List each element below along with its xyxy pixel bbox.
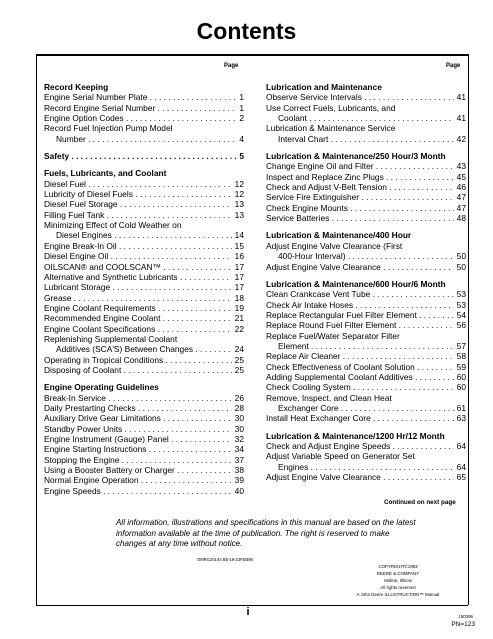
- toc-entry[interactable]: [266, 123, 466, 133]
- toc-entry-title: Check and Adjust V-Belt Tension . . .: [266, 182, 466, 192]
- section-gap: [266, 272, 466, 279]
- toc-entry[interactable]: [266, 403, 466, 413]
- toc-entry-title: Grease . . .: [44, 293, 244, 303]
- toc-entry-title: OILSCAN® and COOLSCAN™ . . .: [44, 262, 244, 272]
- toc-entry[interactable]: [44, 151, 244, 161]
- left-border: [36, 54, 37, 605]
- toc-entry-title: Replenishing Supplemental Coolant: [44, 333, 178, 344]
- toc-entry[interactable]: [266, 462, 466, 472]
- toc-entry[interactable]: [266, 362, 466, 372]
- toc-entry-title: Engine Instrument (Gauge) Panel . . .: [44, 434, 244, 444]
- toc-entry-title: 400-Hour Interval) . . .: [266, 251, 466, 261]
- toc-entry-page: 63: [454, 413, 466, 423]
- toc-entry-title: Minimizing Effect of Cold Weather on: [44, 220, 182, 231]
- toc-entry-title: Check Effectiveness of Coolant Solution . . .: [266, 362, 466, 372]
- toc-entry-page: 18: [232, 293, 244, 303]
- toc-entry-title: Adjust Engine Valve Clearance . . .: [266, 472, 466, 482]
- toc-entry-page: 47: [454, 203, 466, 213]
- toc-entry[interactable]: [44, 434, 244, 444]
- toc-entry-page: 40: [232, 486, 244, 496]
- toc-entry[interactable]: [44, 210, 244, 220]
- toc-entry[interactable]: [266, 451, 466, 461]
- toc-entry-title: Lubricant Storage . . .: [44, 282, 244, 292]
- toc-entry[interactable]: [266, 310, 466, 320]
- toc-entry-title: Check Engine Mounts . . .: [266, 203, 466, 213]
- toc-entry-page: 21: [232, 313, 244, 323]
- toc-entry-page: 64: [454, 441, 466, 451]
- toc-entry-title: Adjust Engine Valve Clearance (First: [266, 240, 403, 251]
- toc-entry[interactable]: [44, 230, 244, 240]
- toc-entry-page: 61: [454, 403, 466, 413]
- toc-entry[interactable]: [266, 113, 466, 123]
- toc-entry[interactable]: [266, 441, 466, 451]
- toc-entry-title: Replace Air Cleaner . . .: [266, 351, 466, 361]
- toc-entry[interactable]: [266, 172, 466, 182]
- toc-entry-title: Service Batteries . . .: [266, 213, 466, 223]
- toc-entry-page: 22: [232, 324, 244, 334]
- toc-entry-title: Check Air Intake Hoses . . .: [266, 300, 466, 310]
- toc-entry[interactable]: [266, 213, 466, 223]
- toc-entry[interactable]: [266, 372, 466, 382]
- toc-entry-page: 37: [232, 455, 244, 465]
- toc-section-heading: Lubrication and Maintenance: [266, 82, 382, 92]
- toc-entry-title: Clean Crankcase Vent Tube . . .: [266, 289, 466, 299]
- section-gap: [44, 161, 244, 168]
- toc-entry-title: Recommended Engine Coolant . . .: [44, 313, 244, 323]
- toc-entry-page: 34: [232, 444, 244, 454]
- toc-entry[interactable]: [44, 334, 244, 344]
- toc-entry-title: Normal Engine Operation . . .: [44, 475, 244, 485]
- toc-entry-title: Change Engine Oil and Filter . . .: [266, 161, 466, 171]
- toc-section-heading: Engine Operating Guidelines: [44, 382, 159, 393]
- toc-entry-title: Adding Supplemental Coolant Additives . . .: [266, 372, 466, 382]
- toc-entry-page: 1: [236, 92, 244, 102]
- toc-entry[interactable]: [44, 355, 244, 365]
- toc-entry-page: 59: [454, 362, 466, 372]
- toc-entry[interactable]: [44, 189, 244, 199]
- toc-entry-page: 4: [236, 134, 244, 144]
- toc-entry[interactable]: [266, 251, 466, 261]
- toc-entry-page: 32: [232, 434, 244, 444]
- copyright-line: COPYRIGHT©1993: [378, 564, 418, 569]
- toc-entry-page: 12: [232, 189, 244, 199]
- toc-entry-title: Using a Booster Battery or Charger . . .: [44, 465, 244, 475]
- toc-entry[interactable]: [266, 203, 466, 213]
- toc-entry-page: 13: [232, 210, 244, 220]
- toc-entry-title: Exchanger Core . . .: [266, 403, 466, 413]
- right-page-column-header: Page: [446, 63, 461, 69]
- toc-entry[interactable]: [266, 161, 466, 171]
- toc-entry-title: Operating in Tropical Conditions . . .: [44, 355, 244, 365]
- toc-entry[interactable]: [44, 365, 244, 375]
- copyright-block: [338, 563, 458, 598]
- toc-entry-page: 17: [232, 262, 244, 272]
- toc-entry[interactable]: [44, 313, 244, 323]
- section-gap: [266, 144, 466, 151]
- toc-section-heading: Record Keeping: [44, 82, 109, 92]
- toc-entry-page: 54: [454, 310, 466, 320]
- toc-entry[interactable]: [44, 455, 244, 465]
- toc-entry-title: Engine Break-In Oil . . .: [44, 241, 244, 251]
- toc-entry[interactable]: [44, 199, 244, 209]
- toc-entry-page: 46: [454, 182, 466, 192]
- toc-entry-title: Record Fuel Injection Pump Model: [44, 123, 173, 134]
- pn-code: PN=123: [451, 621, 475, 628]
- toc-entry-title: Engine Coolant Specifications . . .: [44, 324, 244, 334]
- section-gap: [266, 223, 466, 230]
- toc-entry-page: 47: [454, 192, 466, 202]
- toc-entry[interactable]: [266, 289, 466, 299]
- toc-entry[interactable]: [44, 123, 244, 133]
- toc-entry-title: Standby Power Units . . .: [44, 424, 244, 434]
- toc-entry-title: Lubrication & Maintenance Service: [266, 123, 396, 134]
- toc-entry-page: 16: [232, 251, 244, 261]
- toc-entry-page: 25: [232, 355, 244, 365]
- toc-entry-page: 41: [454, 92, 466, 102]
- toc-entry-page: 45: [454, 172, 466, 182]
- toc-entry-title: Diesel Fuel . . .: [44, 179, 244, 189]
- toc-right-column: [266, 82, 466, 482]
- toc-entry[interactable]: [266, 103, 466, 113]
- page-title: Contents: [196, 18, 297, 44]
- toc-entry[interactable]: [266, 300, 466, 310]
- toc-entry[interactable]: [44, 272, 244, 282]
- toc-entry[interactable]: [44, 113, 244, 123]
- toc-entry-title: Alternative and Synthetic Lubricants . . .: [44, 272, 244, 282]
- toc-entry[interactable]: [44, 220, 244, 230]
- toc-entry-title: Filling Fuel Tank . . .: [44, 210, 244, 220]
- toc-entry-page: 19: [232, 303, 244, 313]
- toc-entry[interactable]: [44, 303, 244, 313]
- toc-entry-title: Additives (SCA'S) Between Changes . . .: [44, 344, 244, 354]
- toc-entry[interactable]: [44, 413, 244, 423]
- toc-entry-page: 25: [232, 365, 244, 375]
- toc-entry[interactable]: [44, 444, 244, 454]
- toc-entry-title: Lubricity of Diesel Fuels . . .: [44, 189, 244, 199]
- toc-entry[interactable]: [44, 393, 244, 403]
- legal-notice: All information, illustrations and specifications in this manual are based on the latest information available at the time of publication. The right is reserved to make changes at any time without notice.: [116, 518, 416, 548]
- toc-entry-page: 65: [454, 472, 466, 482]
- toc-entry-page: 15: [232, 241, 244, 251]
- top-rule: [36, 54, 468, 56]
- toc-entry-title: Stopping the Engine . . .: [44, 455, 244, 465]
- toc-entry[interactable]: [266, 382, 466, 392]
- section-gap: [44, 144, 244, 151]
- toc-entry-title: Break-In Service . . .: [44, 393, 244, 403]
- toc-entry-title: Remove, Inspect, and Clean Heat: [266, 392, 392, 403]
- toc-entry-page: 12: [232, 179, 244, 189]
- toc-entry-title: Engines . . .: [266, 462, 466, 472]
- toc-entry[interactable]: [44, 241, 244, 251]
- toc-entry-page: 56: [454, 320, 466, 330]
- toc-entry[interactable]: [44, 262, 244, 272]
- toc-entry[interactable]: [266, 134, 466, 144]
- toc-entry[interactable]: [44, 251, 244, 261]
- toc-entry[interactable]: [44, 424, 244, 434]
- section-gap: [266, 424, 466, 431]
- toc-entry[interactable]: [266, 393, 466, 403]
- toc-entry-page: 1: [236, 103, 244, 113]
- toc-entry-page: 28: [232, 403, 244, 413]
- toc-entry-title: Inspect and Replace Zinc Plugs . . .: [266, 172, 466, 182]
- toc-entry-page: 30: [232, 413, 244, 423]
- toc-entry[interactable]: [266, 413, 466, 423]
- copyright-line: DEERE & COMPANY: [376, 571, 420, 576]
- left-page-column-header: Page: [224, 63, 239, 69]
- om-code: OMRG20144 B5-19-23FEB96: [197, 557, 253, 562]
- toc-entry-title: Interval Chart . . .: [266, 134, 466, 144]
- toc-entry[interactable]: [266, 241, 466, 251]
- toc-entry-page: 60: [454, 382, 466, 392]
- toc-entry[interactable]: [266, 331, 466, 341]
- toc-entry-title: Record Engine Serial Number . . .: [44, 103, 244, 113]
- toc-entry[interactable]: [44, 324, 244, 334]
- toc-entry-title: Engine Coolant Requirements . . .: [44, 303, 244, 313]
- footer-code: 150396: [458, 614, 473, 619]
- toc-entry-page: 50: [454, 251, 466, 261]
- toc-entry[interactable]: [266, 262, 466, 272]
- section-gap: [44, 375, 244, 382]
- toc-entry[interactable]: [44, 344, 244, 354]
- toc-entry[interactable]: [44, 179, 244, 189]
- toc-entry-page: 24: [232, 344, 244, 354]
- toc-entry-page: 42: [454, 134, 466, 144]
- toc-entry[interactable]: [44, 486, 244, 496]
- toc-entry[interactable]: [266, 320, 466, 330]
- toc-entry[interactable]: [44, 403, 244, 413]
- toc-entry-page: 64: [454, 462, 466, 472]
- toc-entry-page: 39: [232, 475, 244, 485]
- toc-entry-title: Number . . .: [44, 134, 244, 144]
- toc-entry-title: Use Correct Fuels, Lubricants, and: [266, 102, 396, 113]
- toc-entry-title: Diesel Engine Oil . . .: [44, 251, 244, 261]
- toc-entry-page: 58: [454, 351, 466, 361]
- copyright-line: A John Deere ILLUSTRUCTION™ Manual: [356, 592, 440, 597]
- toc-entry-page: 48: [454, 213, 466, 223]
- toc-entry-title: Engine Serial Number Plate . . .: [44, 92, 244, 102]
- toc-entry-page: 53: [454, 300, 466, 310]
- toc-entry-title: Auxiliary Drive Gear Limitations . . .: [44, 413, 244, 423]
- toc-entry[interactable]: [266, 472, 466, 482]
- toc-entry-page: 26: [232, 393, 244, 403]
- toc-section-heading: Lubrication & Maintenance/1200 Hr/12 Month: [266, 430, 445, 441]
- toc-entry-title: Adjust Engine Valve Clearance . . .: [266, 262, 466, 272]
- toc-entry-title: Engine Speeds . . .: [44, 486, 244, 496]
- toc-entry-title: Install Heat Exchanger Core . . .: [266, 413, 466, 423]
- toc-entry-page: 53: [454, 289, 466, 299]
- toc-entry[interactable]: [44, 134, 244, 144]
- toc-section-heading: Lubrication & Maintenance/600 Hour/6 Month: [266, 278, 446, 289]
- toc-entry-page: 50: [454, 262, 466, 272]
- toc-entry[interactable]: [44, 465, 244, 475]
- toc-entry-page: 38: [232, 465, 244, 475]
- toc-entry-title: Observe Service Intervals . . .: [266, 92, 466, 102]
- toc-entry-page: 17: [232, 272, 244, 282]
- toc-entry-title: Daily Prestarting Checks . . .: [44, 403, 244, 413]
- page-number: i: [246, 606, 250, 618]
- toc-entry-page: 57: [454, 341, 466, 351]
- toc-entry[interactable]: [44, 293, 244, 303]
- toc-entry-title: Safety . . .: [44, 151, 244, 161]
- toc-entry-page: 2: [236, 113, 244, 123]
- copyright-line: Moline, Illinois: [384, 578, 412, 583]
- toc-entry[interactable]: [266, 192, 466, 202]
- toc-entry-title: Diesel Fuel Storage . . .: [44, 199, 244, 209]
- copyright-line: All rights reserved: [380, 585, 416, 590]
- toc-entry-page: 41: [454, 113, 466, 123]
- toc-entry-title: Engine Starting Instructions . . .: [44, 444, 244, 454]
- toc-entry-title: Service Fire Extinguisher . . .: [266, 192, 466, 202]
- toc-entry-title: Engine Option Codes . . .: [44, 113, 244, 123]
- toc-entry-page: 43: [454, 161, 466, 171]
- toc-entry-title: Adjust Variable Speed on Generator Set: [266, 451, 415, 462]
- toc-section-heading: Fuels, Lubricants, and Coolant: [44, 168, 167, 179]
- toc-entry-title: Element . . .: [266, 341, 466, 351]
- toc-entry[interactable]: [266, 182, 466, 192]
- toc-entry[interactable]: [266, 351, 466, 361]
- toc-section-heading: Lubrication & Maintenance/400 Hour: [266, 230, 412, 241]
- toc-entry-title: Coolant . . .: [266, 113, 466, 123]
- toc-section-heading: Lubrication & Maintenance/250 Hour/3 Month: [266, 151, 446, 162]
- right-border: [468, 54, 469, 605]
- toc-entry[interactable]: [44, 475, 244, 485]
- toc-entry[interactable]: [266, 341, 466, 351]
- toc-entry-title: Diesel Engines . . .: [44, 230, 244, 240]
- toc-entry-title: Check Cooling System . . .: [266, 382, 466, 392]
- toc-left-column: [44, 82, 244, 496]
- toc-entry-title: Disposing of Coolant . . .: [44, 365, 244, 375]
- toc-entry[interactable]: [44, 92, 244, 102]
- toc-entry-title: Check and Adjust Engine Speeds . . .: [266, 441, 466, 451]
- toc-entry-title: Replace Rectangular Fuel Filter Element . . .: [266, 310, 466, 320]
- toc-entry-page: 17: [232, 282, 244, 292]
- toc-entry-page: 13: [232, 199, 244, 209]
- toc-entry-page: 60: [454, 372, 466, 382]
- toc-entry-page: 14: [232, 230, 244, 240]
- toc-entry-page: 5: [236, 151, 244, 161]
- toc-entry[interactable]: [266, 92, 466, 102]
- toc-entry[interactable]: [44, 282, 244, 292]
- toc-entry-title: Replace Round Fuel Filter Element . . .: [266, 320, 466, 330]
- toc-entry-page: 30: [232, 424, 244, 434]
- toc-entry[interactable]: [44, 103, 244, 113]
- continued-note: Continued on next page: [384, 499, 456, 506]
- toc-entry-title: Replace Fuel/Water Separator Filter: [266, 330, 400, 341]
